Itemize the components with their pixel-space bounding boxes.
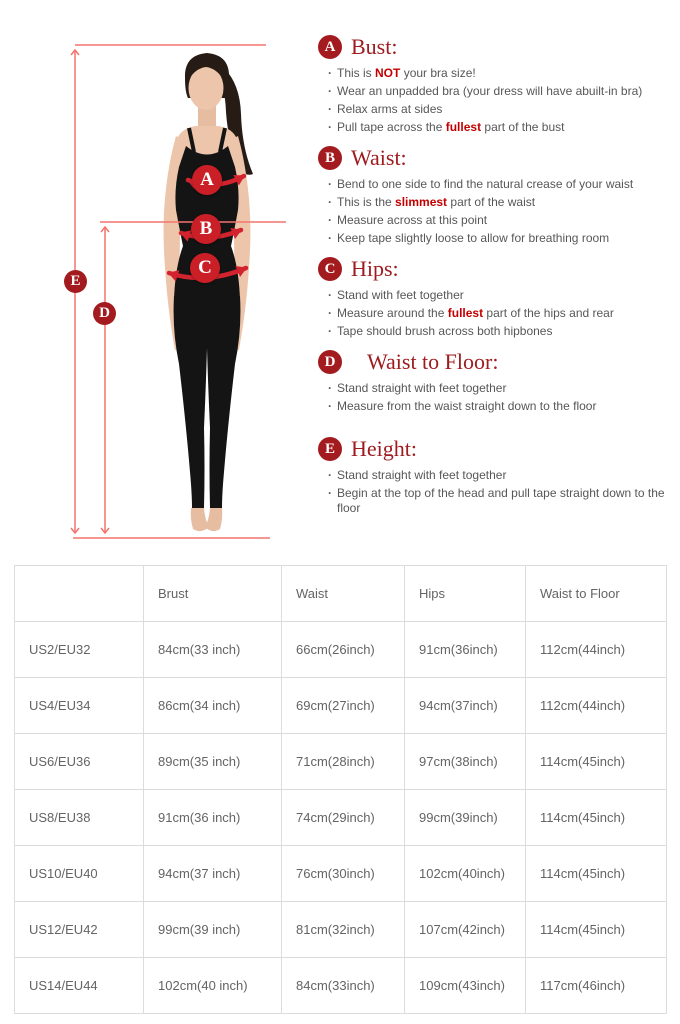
cell-waist-to-floor: 114cm(45inch) (526, 846, 667, 902)
bullet: · Stand straight with feet together (318, 381, 674, 396)
cell-hips: 99cm(39inch) (405, 790, 526, 846)
cell-waist-to-floor: 114cm(45inch) (526, 902, 667, 958)
height-bullets (318, 468, 674, 516)
bullet: · Begin at the top of the head and pull tape straight down to the floor (318, 486, 674, 516)
bullet: · Pull tape across the fullest part of the bust (318, 120, 674, 135)
waist-badge: B (318, 146, 342, 170)
bust-badge: A (318, 35, 342, 59)
waist-title: Waist: (351, 145, 407, 170)
cell-waist-to-floor: 117cm(46inch) (526, 958, 667, 1014)
bullet: · Measure from the waist straight down to the floor (318, 399, 674, 414)
bust-title: Bust: (351, 34, 398, 59)
height-badge: E (318, 437, 342, 461)
waist-to-floor-badge: D (318, 350, 342, 374)
bullet: · Measure across at this point (318, 213, 674, 228)
cell-hips: 97cm(38inch) (405, 734, 526, 790)
bullet: · Bend to one side to find the natural crease of your waist (318, 177, 674, 192)
cell-bust: 89cm(35 inch) (144, 734, 282, 790)
header-size (15, 566, 144, 622)
cell-waist-to-floor: 112cm(44inch) (526, 622, 667, 678)
section-waist-to-floor-header (318, 349, 674, 375)
height-title: Height: (351, 436, 417, 461)
cell-waist: 71cm(28inch) (282, 734, 405, 790)
table-row (15, 958, 667, 1014)
bullet: · Relax arms at sides (318, 102, 674, 117)
hips-point-badge: C (190, 253, 220, 283)
section-waist (318, 145, 674, 246)
cell-waist: 69cm(27inch) (282, 678, 405, 734)
bullet: · This is the slimmest part of the waist (318, 195, 674, 210)
header-waist: Waist (282, 566, 405, 622)
table-row (15, 622, 667, 678)
section-height (318, 436, 674, 516)
cell-size: US2/EU32 (15, 622, 144, 678)
table-header-row (15, 566, 667, 622)
cell-hips: 109cm(43inch) (405, 958, 526, 1014)
section-bust (318, 34, 674, 135)
cell-waist: 66cm(26inch) (282, 622, 405, 678)
section-bust-header (318, 34, 674, 60)
bust-bullets (318, 66, 674, 135)
bullet: · Tape should brush across both hipbones (318, 324, 674, 339)
cell-size: US10/EU40 (15, 846, 144, 902)
cell-size: US14/EU44 (15, 958, 144, 1014)
size-chart-table (14, 565, 667, 1014)
hips-badge: C (318, 257, 342, 281)
height-line-badge: E (64, 270, 87, 293)
cell-waist: 76cm(30inch) (282, 846, 405, 902)
hips-bullets (318, 288, 674, 339)
cell-bust: 99cm(39 inch) (144, 902, 282, 958)
woman-silhouette (164, 53, 253, 531)
cell-bust: 94cm(37 inch) (144, 846, 282, 902)
section-height-header (318, 436, 674, 462)
cell-hips: 91cm(36inch) (405, 622, 526, 678)
section-hips-header (318, 256, 674, 282)
cell-waist-to-floor: 114cm(45inch) (526, 790, 667, 846)
table-row (15, 790, 667, 846)
hips-title: Hips: (351, 256, 399, 281)
section-waist-to-floor (318, 349, 674, 414)
bullet: · Stand straight with feet together (318, 468, 674, 483)
cell-bust: 102cm(40 inch) (144, 958, 282, 1014)
cell-size: US4/EU34 (15, 678, 144, 734)
header-bust: Brust (144, 566, 282, 622)
cell-waist: 74cm(29inch) (282, 790, 405, 846)
section-hips (318, 256, 674, 339)
table-row (15, 846, 667, 902)
cell-bust: 86cm(34 inch) (144, 678, 282, 734)
cell-waist-to-floor: 112cm(44inch) (526, 678, 667, 734)
table-row (15, 734, 667, 790)
waist-to-floor-bullets (318, 381, 674, 414)
section-waist-header (318, 145, 674, 171)
cell-size: US8/EU38 (15, 790, 144, 846)
header-waist-to-floor: Waist to Floor (526, 566, 667, 622)
bullet: · Wear an unpadded bra (your dress will have abuilt-in bra) (318, 84, 674, 99)
bullet: · Stand with feet together (318, 288, 674, 303)
bullet: · Measure around the fullest part of the hips and rear (318, 306, 674, 321)
waist-bullets (318, 177, 674, 246)
instruction-sections (318, 34, 674, 526)
bust-point-badge: A (192, 165, 222, 195)
cell-bust: 91cm(36 inch) (144, 790, 282, 846)
cell-hips: 102cm(40inch) (405, 846, 526, 902)
waist-to-floor-line-badge: D (93, 302, 116, 325)
table-row (15, 678, 667, 734)
cell-hips: 107cm(42inch) (405, 902, 526, 958)
cell-waist: 84cm(33inch) (282, 958, 405, 1014)
cell-hips: 94cm(37inch) (405, 678, 526, 734)
waist-point-badge: B (191, 214, 221, 244)
cell-size: US6/EU36 (15, 734, 144, 790)
table-row (15, 902, 667, 958)
cell-bust: 84cm(33 inch) (144, 622, 282, 678)
cell-waist: 81cm(32inch) (282, 902, 405, 958)
header-hips: Hips (405, 566, 526, 622)
cell-size: US12/EU42 (15, 902, 144, 958)
cell-waist-to-floor: 114cm(45inch) (526, 734, 667, 790)
waist-to-floor-title: Waist to Floor: (367, 349, 499, 374)
bullet: · Keep tape slightly loose to allow for breathing room (318, 231, 674, 246)
bullet: · This is NOT your bra size! (318, 66, 674, 81)
